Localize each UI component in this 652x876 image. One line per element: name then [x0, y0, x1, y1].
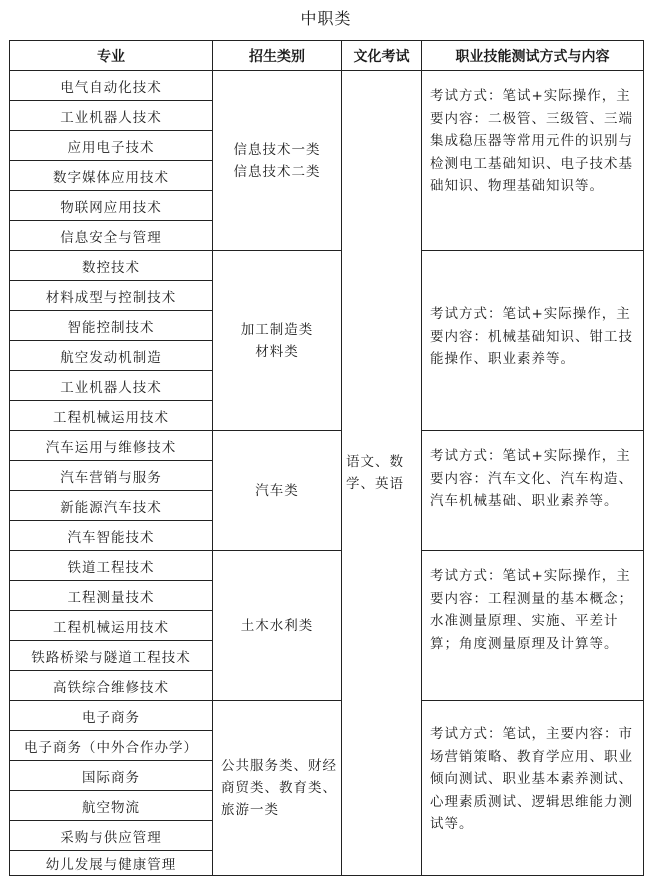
major-cell: 铁路桥梁与隧道工程技术 [10, 641, 213, 671]
major-cell: 幼儿发展与健康管理 [10, 851, 213, 876]
category-cell [213, 71, 342, 251]
major-cell: 航空发动机制造 [10, 341, 213, 371]
table-row [10, 551, 644, 581]
skill-test-cell: 考试方式：笔试+实际操作，主要内容：二极管、三级管、三端集成稳压器等常用元件的识别与检测电工基础知识、电子技术基础知识、物理基础知识等。 [422, 71, 644, 251]
skill-test-cell: 考试方式：笔试+实际操作，主要内容：汽车文化、汽车构造、汽车机械基础、职业素养等。 [422, 431, 644, 551]
culture-exam-cell: 语文、数学、英语 [342, 71, 422, 876]
skill-test-cell: 考试方式：笔试，主要内容：市场营销策略、教育学应用、职业倾向测试、职业基本素养测试、心理素质测试、逻辑思维能力测试等。 [422, 701, 644, 876]
category-line: 材料类 [255, 343, 299, 360]
major-cell: 新能源汽车技术 [10, 491, 213, 521]
category-line: 信息技术一类 [233, 141, 321, 158]
table-row [10, 251, 644, 281]
major-cell: 数字媒体应用技术 [10, 161, 213, 191]
major-cell: 数控技术 [10, 251, 213, 281]
major-cell: 高铁综合维修技术 [10, 671, 213, 701]
major-cell: 智能控制技术 [10, 311, 213, 341]
header-major: 专业 [10, 41, 213, 71]
major-cell: 信息安全与管理 [10, 221, 213, 251]
major-cell: 电气自动化技术 [10, 71, 213, 101]
category-cell: 公共服务类、财经商贸类、教育类、旅游一类 [213, 701, 342, 876]
table-row [10, 701, 644, 731]
major-cell: 工业机器人技术 [10, 101, 213, 131]
skill-test-cell: 考试方式：笔试+实际操作，主要内容：工程测量的基本概念；水准测量原理、实施、平差计算；角度测量原理及计算等。 [422, 551, 644, 701]
major-cell: 材料成型与控制技术 [10, 281, 213, 311]
major-cell: 应用电子技术 [10, 131, 213, 161]
major-cell: 物联网应用技术 [10, 191, 213, 221]
major-cell: 工业机器人技术 [10, 371, 213, 401]
header-row [10, 41, 644, 71]
admissions-table [9, 40, 644, 876]
skill-test-cell: 考试方式：笔试+实际操作，主要内容：机械基础知识、钳工技能操作、职业素养等。 [422, 251, 644, 431]
header-skill-test: 职业技能测试方式与内容 [422, 41, 644, 71]
major-cell: 电子商务（中外合作办学） [10, 731, 213, 761]
major-cell: 铁道工程技术 [10, 551, 213, 581]
major-cell: 汽车智能技术 [10, 521, 213, 551]
category-cell: 汽车类 [213, 431, 342, 551]
major-cell: 汽车营销与服务 [10, 461, 213, 491]
category-cell: 土木水利类 [213, 551, 342, 701]
table-row [10, 431, 644, 461]
major-cell: 国际商务 [10, 761, 213, 791]
major-cell: 工程机械运用技术 [10, 401, 213, 431]
header-category: 招生类别 [213, 41, 342, 71]
category-line: 信息技术二类 [233, 163, 321, 180]
page-title: 中职类 [300, 9, 352, 28]
category-line: 加工制造类 [240, 321, 314, 338]
category-cell [213, 251, 342, 431]
major-cell: 采购与供应管理 [10, 821, 213, 851]
major-cell: 工程机械运用技术 [10, 611, 213, 641]
major-cell: 航空物流 [10, 791, 213, 821]
major-cell: 电子商务 [10, 701, 213, 731]
major-cell: 工程测量技术 [10, 581, 213, 611]
table-row [10, 71, 644, 101]
header-culture-exam: 文化考试 [342, 41, 422, 71]
major-cell: 汽车运用与维修技术 [10, 431, 213, 461]
